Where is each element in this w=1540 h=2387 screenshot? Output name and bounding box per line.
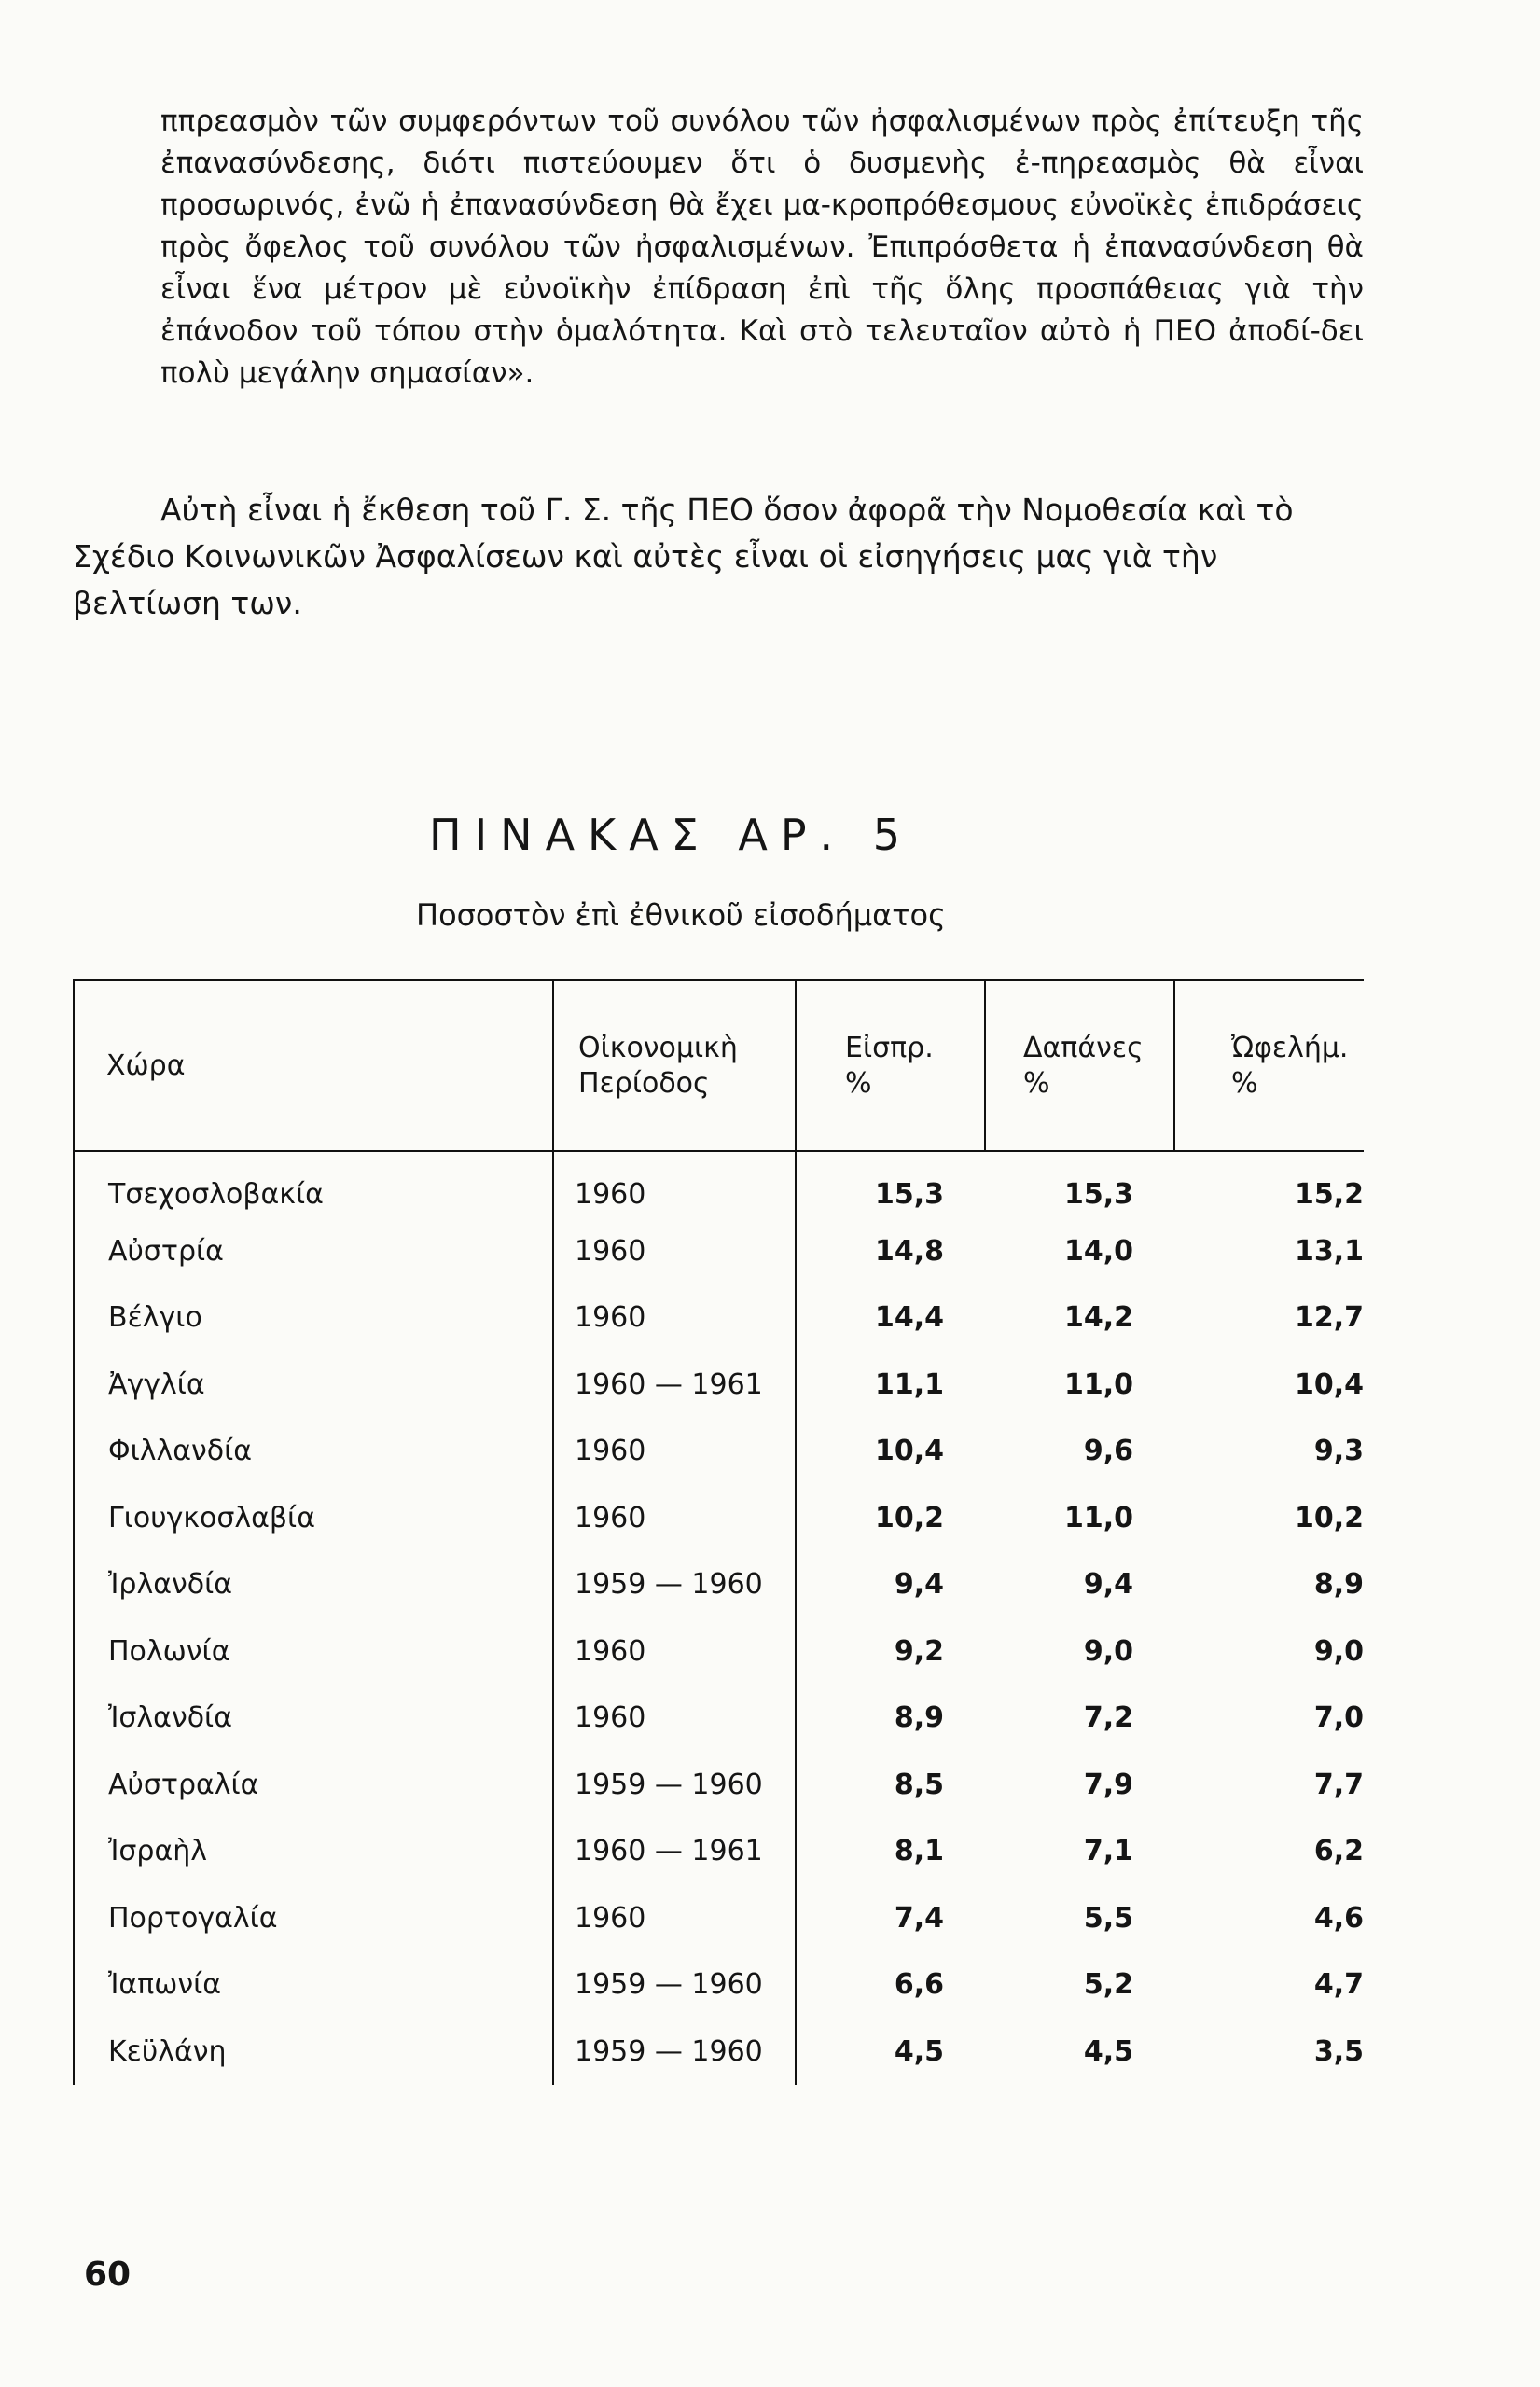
cell-expenditure: 4,5 [1083, 2034, 1133, 2068]
cell-benefits: 3,5 [1313, 2034, 1364, 2068]
table-row [74, 1551, 1364, 1618]
cell-country: Φιλλανδία [74, 1418, 553, 1485]
cell-expenditure: 14,2 [1063, 1301, 1133, 1335]
cell-country: Ἰσραὴλ [74, 1818, 553, 1885]
table-row [74, 1218, 1364, 1285]
cell-expenditure: 14,0 [1063, 1234, 1133, 1268]
cell-benefits: 7,0 [1313, 1701, 1364, 1735]
cell-period: 1959 — 1960 [553, 1752, 796, 1819]
header-period-line2: Περίοδος [578, 1066, 710, 1100]
cell-country: Ἰαπωνία [74, 1951, 553, 2019]
table-row [74, 1418, 1364, 1485]
cell-expenditure: 5,2 [1083, 1968, 1133, 2002]
table-row [74, 1951, 1364, 2019]
cell-expenditure: 15,3 [1063, 1177, 1133, 1211]
cell-expenditure: 7,2 [1083, 1701, 1133, 1735]
cell-contributions: 10,4 [874, 1435, 944, 1468]
cell-expenditure: 9,4 [1083, 1568, 1133, 1602]
table-header [74, 980, 1364, 1151]
cell-period: 1960 [553, 1284, 796, 1352]
cell-period: 1960 [553, 1618, 796, 1686]
data-table-container [73, 979, 1364, 2085]
header-benefits [1174, 980, 1364, 1151]
body-paragraph-1: ππρεασμὸν τῶν συμφερόντων τοῦ συνόλου τῶν ἠσφαλισμένων πρὸς ἐπίτευξη τῆς ἐπανασύνδεσης, διότι πιστεύουμεν ὅτι ὁ δυσμενὴς ἐ-πηρεασμὸς θὰ εἶναι προσωρινός, ἐνῶ ἡ ἐπανασύνδεση θὰ ἔχει μα-κροπρόθεσμους εὐνοϊκὲς ἐπιδράσεις πρὸς ὄφελος τοῦ συνόλου τῶν ἠσφαλισμένων. Ἐπιπρόσθετα ἡ ἐπανασύνδεση θὰ εἶναι ἕνα μέτρον μὲ εὐνοϊκὴν ἐπίδραση ἐπὶ τῆς ὅλης προσπάθειας γιὰ τὴν ἐπάνοδον τοῦ τόπου στὴν ὁμαλότητα. Καὶ στὸ τελευταῖον αὐτὸ ἡ ΠΕΟ ἀποδί-δει πολὺ μεγάλην σημασίαν». [160, 104, 1364, 390]
cell-contributions: 8,5 [894, 1768, 944, 1801]
cell-expenditure: 9,0 [1083, 1634, 1133, 1668]
body-paragraph-2: Αὐτὴ εἶναι ἡ ἔκθεση τοῦ Γ. Σ. τῆς ΠΕΟ ὅσον ἀφορᾶ τὴν Νομοθεσία καὶ τὸ Σχέδιο Κοινωνικῶν Ἀσφαλίσεων καὶ αὐτὲς εἶναι οἱ εἰσηγήσεις μας γιὰ τὴν βελτίωση των. [73, 492, 1294, 621]
page-number: 60 [84, 2255, 132, 2294]
cell-expenditure: 11,0 [1063, 1367, 1133, 1401]
table-row [74, 1485, 1364, 1552]
cell-period: 1960 [553, 1418, 796, 1485]
cell-benefits: 9,3 [1313, 1435, 1364, 1468]
cell-expenditure: 7,9 [1083, 1768, 1133, 1801]
cell-contributions: 14,4 [874, 1301, 944, 1335]
header-period-line1: Οἰκονομικὴ [578, 1031, 738, 1064]
table-body [74, 1151, 1364, 2085]
cell-period: 1959 — 1960 [553, 1951, 796, 2019]
cell-period: 1960 [553, 1218, 796, 1285]
cell-contributions: 10,2 [874, 1501, 944, 1534]
cell-period: 1960 — 1961 [553, 1818, 796, 1885]
cell-benefits: 4,6 [1313, 1901, 1364, 1935]
header-period [553, 980, 796, 1151]
table-row [74, 1685, 1364, 1752]
cell-period: 1960 [553, 1885, 796, 1952]
cell-contributions: 14,8 [874, 1234, 944, 1268]
cell-contributions: 9,2 [894, 1634, 944, 1668]
cell-contributions: 8,1 [894, 1835, 944, 1868]
header-expenditure [985, 980, 1174, 1151]
cell-period: 1960 [553, 1685, 796, 1752]
cell-benefits: 12,7 [1294, 1301, 1364, 1335]
cell-benefits: 10,2 [1294, 1501, 1364, 1534]
cell-country: Πολωνία [74, 1618, 553, 1686]
table-row [74, 1151, 1364, 1218]
header-expend-line1: Δαπάνες [1023, 1031, 1144, 1064]
cell-benefits: 10,4 [1294, 1367, 1364, 1401]
cell-benefits: 15,2 [1294, 1177, 1364, 1211]
cell-expenditure: 7,1 [1083, 1835, 1133, 1868]
header-expend-line2: % [1023, 1066, 1050, 1100]
table-subtitle: Ποσοστὸν ἐπὶ ἐθνικοῦ εἰσοδήματος [416, 897, 946, 933]
table-row [74, 1885, 1364, 1952]
cell-benefits: 9,0 [1313, 1634, 1364, 1668]
cell-benefits: 13,1 [1294, 1234, 1364, 1268]
cell-contributions: 11,1 [874, 1367, 944, 1401]
cell-period: 1959 — 1960 [553, 2019, 796, 2086]
cell-expenditure: 11,0 [1063, 1501, 1133, 1534]
cell-contributions: 6,6 [894, 1968, 944, 2002]
table-row [74, 2019, 1364, 2086]
header-benefit-line2: % [1231, 1066, 1258, 1100]
cell-benefits: 6,2 [1313, 1835, 1364, 1868]
cell-country: Αὐστρία [74, 1218, 553, 1285]
cell-country: Ἀγγλία [74, 1352, 553, 1419]
cell-contributions: 8,9 [894, 1701, 944, 1735]
table-row [74, 1752, 1364, 1819]
cell-period: 1960 [553, 1151, 796, 1218]
cell-contributions: 9,4 [894, 1568, 944, 1602]
cell-contributions: 4,5 [894, 2034, 944, 2068]
table-title: ΠΙΝΑΚΑΣ ΑΡ. 5 [429, 810, 914, 860]
cell-benefits: 4,7 [1313, 1968, 1364, 2002]
header-country-label: Χώρα [106, 1048, 186, 1082]
cell-period: 1960 [553, 1485, 796, 1552]
header-contrib-line1: Εἰσπρ. [845, 1031, 934, 1064]
header-contributions [796, 980, 985, 1151]
cell-country: Ἰσλανδία [74, 1685, 553, 1752]
header-benefit-line1: Ὠφελήμ. [1231, 1031, 1349, 1064]
cell-country: Αὐστραλία [74, 1752, 553, 1819]
cell-country: Γιουγκοσλαβία [74, 1485, 553, 1552]
cell-expenditure: 9,6 [1083, 1435, 1133, 1468]
cell-country: Ἰρλανδία [74, 1551, 553, 1618]
cell-contributions: 7,4 [894, 1901, 944, 1935]
header-country [74, 980, 553, 1151]
cell-period: 1960 — 1961 [553, 1352, 796, 1419]
cell-benefits: 7,7 [1313, 1768, 1364, 1801]
cell-country: Τσεχοσλοβακία [74, 1151, 553, 1218]
table-row [74, 1618, 1364, 1686]
table-row [74, 1284, 1364, 1352]
header-contrib-line2: % [845, 1066, 872, 1100]
header-row [74, 980, 1364, 1151]
cell-expenditure: 5,5 [1083, 1901, 1133, 1935]
data-table [73, 979, 1364, 2085]
cell-country: Πορτογαλία [74, 1885, 553, 1952]
cell-benefits: 8,9 [1313, 1568, 1364, 1602]
cell-country: Βέλγιο [74, 1284, 553, 1352]
cell-period: 1959 — 1960 [553, 1551, 796, 1618]
cell-country: Κεϋλάνη [74, 2019, 553, 2086]
cell-contributions: 15,3 [874, 1177, 944, 1211]
table-row [74, 1352, 1364, 1419]
table-row [74, 1818, 1364, 1885]
